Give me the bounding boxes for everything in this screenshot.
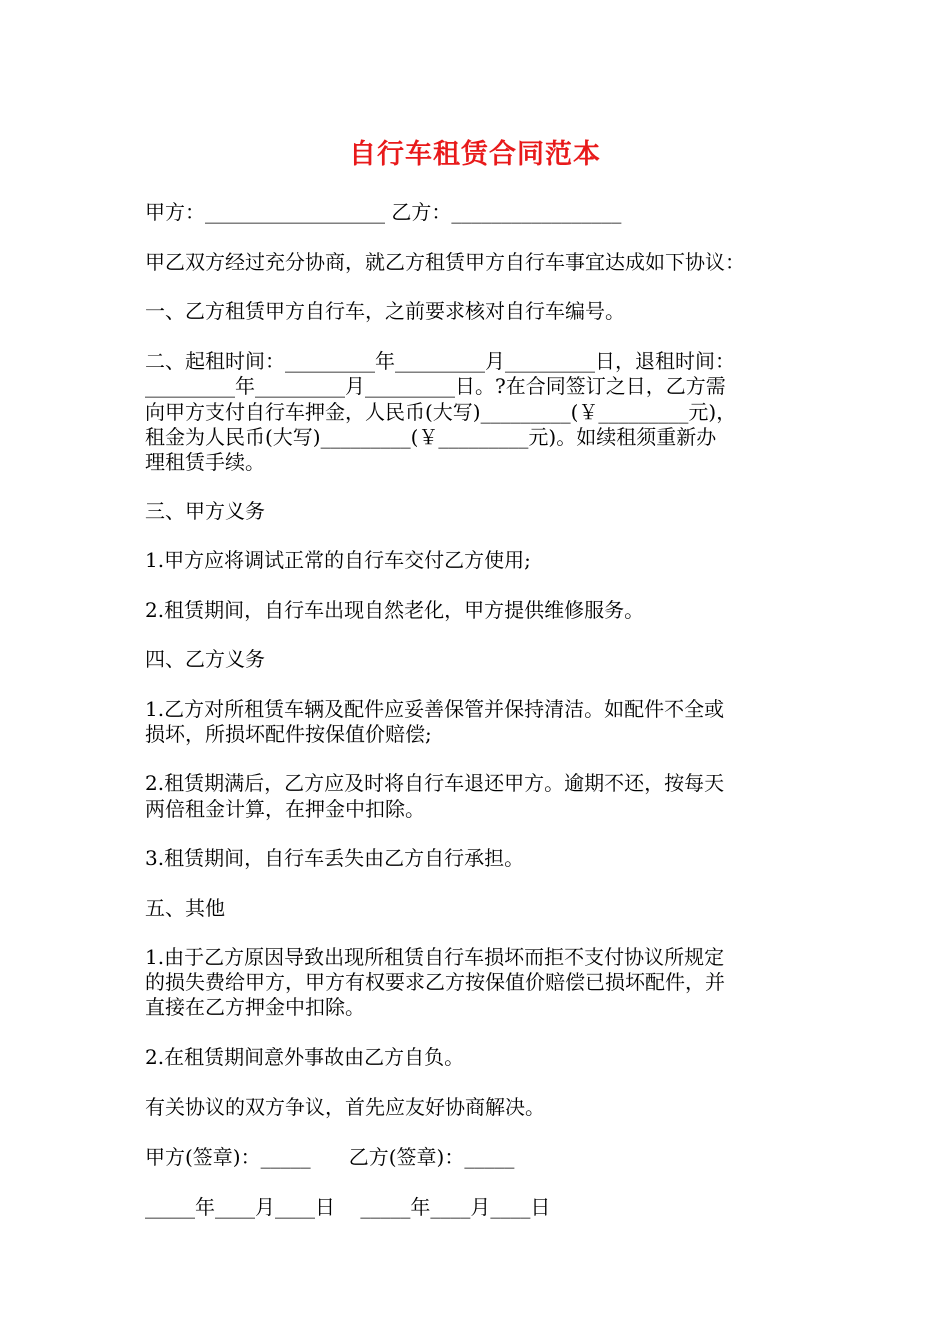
- section-5-item-1-line-2: 的损失费给甲方，甲方有权要求乙方按保值价赔偿已损坏配件，并: [145, 970, 725, 994]
- section-5-item-1-line-3: 直接在乙方押金中扣除。: [145, 995, 365, 1019]
- clause-1: 一、乙方租赁甲方自行车，之前要求核对自行车编号。: [145, 299, 625, 323]
- section-4-heading: 四、乙方义务: [145, 647, 265, 671]
- section-5-item-1-line-1: 1.由于乙方原因导致出现所租赁自行车损坏而拒不支付协议所规定: [145, 945, 725, 969]
- clause-2-line-5: 理租赁手续。: [145, 450, 265, 474]
- document-title: 自行车租赁合同范本: [349, 139, 601, 170]
- signature-line: 甲方(签章)：_____ 乙方(签章)：_____: [145, 1145, 515, 1169]
- intro-paragraph: 甲乙双方经过充分协商，就乙方租赁甲方自行车事宜达成如下协议：: [145, 250, 745, 274]
- section-4-item-1-line-2: 损坏，所损坏配件按保值价赔偿;: [145, 722, 432, 746]
- clause-2-line-3: 向甲方支付自行车押金，人民币(大写)_________(￥_________元)，: [145, 400, 737, 424]
- section-4-item-2-line-1: 2.租赁期满后，乙方应及时将自行车退还甲方。逾期不还，按每天: [145, 771, 725, 795]
- section-4-item-3: 3.租赁期间，自行车丢失由乙方自行承担。: [145, 846, 525, 870]
- section-3-item-2: 2.租赁期间，自行车出现自然老化，甲方提供维修服务。: [145, 598, 645, 622]
- section-3-heading: 三、甲方义务: [145, 499, 265, 523]
- clause-2-line-2: _________年_________月_________日。?在合同签订之日，乙方需: [145, 374, 726, 398]
- clause-2-line-4: 租金为人民币(大写)_________(￥_________元)。如续租须重新办: [145, 425, 717, 449]
- section-4-item-1-line-1: 1.乙方对所租赁车辆及配件应妥善保管并保持清洁。如配件不全或: [145, 697, 725, 721]
- clause-2-line-1: 二、起租时间：_________年_________月_________日，退租时间：: [145, 349, 735, 373]
- section-5-heading: 五、其他: [145, 896, 225, 920]
- date-line: _____年____月____日 _____年____月____日: [145, 1195, 551, 1219]
- section-5-item-2: 2.在租赁期间意外事故由乙方自负。: [145, 1045, 465, 1069]
- dispute-clause: 有关协议的双方争议，首先应友好协商解决。: [145, 1095, 545, 1119]
- section-3-item-1: 1.甲方应将调试正常的自行车交付乙方使用;: [145, 548, 531, 572]
- parties-line: 甲方：__________________ 乙方：_________________: [145, 200, 622, 224]
- section-4-item-2-line-2: 两倍租金计算，在押金中扣除。: [145, 797, 425, 821]
